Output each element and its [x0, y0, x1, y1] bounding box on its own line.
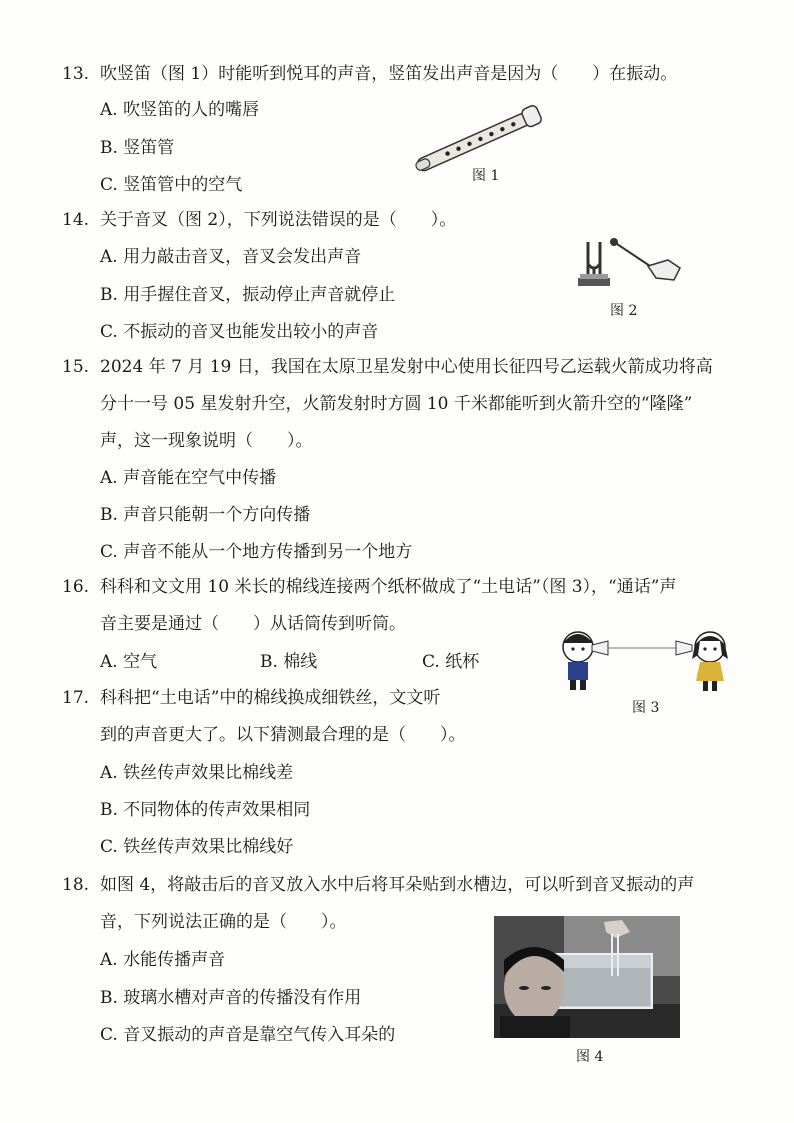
question-18-line-1 [62, 873, 694, 897]
question-17-option-b: B. 不同物体的传声效果相同 [100, 800, 311, 820]
question-17-line-1 [62, 686, 440, 710]
water-tank-photo-icon [494, 916, 680, 1038]
question-18-option-a: A. 水能传播声音 [100, 950, 226, 970]
question-17-line-2: 到的声音更大了。以下猜测最合理的是（ ）。 [100, 725, 466, 745]
question-15-option-b: B. 声音只能朝一个方向传播 [100, 505, 311, 525]
question-15-line-2: 分十一号 05 星发射升空，火箭发射时方圆 10 千米都能听到火箭升空的“隆隆” [100, 394, 693, 414]
question-14-option-c: C. 不振动的音叉也能发出较小的声音 [100, 322, 379, 342]
question-text: 吹竖笛（图 1）时能听到悦耳的声音，竖笛发出声音是因为（ ）在振动。 [100, 64, 678, 84]
question-14-option-b: B. 用手握住音叉，振动停止声音就停止 [100, 285, 396, 305]
question-16-option-c: C. 纸杯 [422, 652, 480, 672]
question-text: 如图 4，将敲击后的音叉放入水中后将耳朵贴到水槽边，可以听到音叉振动的声 [100, 875, 695, 895]
question-16-option-a: A. 空气 [100, 652, 158, 672]
question-14-option-a: A. 用力敲击音叉，音叉会发出声音 [100, 247, 362, 267]
question-text: 2024 年 7 月 19 日，我国在太原卫星发射中心使用长征四号乙运载火箭成功将高 [100, 357, 713, 377]
question-text: 科科把“土电话”中的棉线换成细铁丝，文文听 [100, 688, 441, 708]
string-telephone-icon [550, 625, 750, 695]
question-16-options [100, 650, 479, 674]
question-15-option-c: C. 声音不能从一个地方传播到另一个地方 [100, 542, 413, 562]
question-17-option-a: A. 铁丝传声效果比棉线差 [100, 763, 294, 783]
question-13-option-a: A. 吹竖笛的人的嘴唇 [100, 100, 260, 120]
figure-2-caption: 图 2 [610, 303, 638, 319]
figure-1-caption: 图 1 [472, 168, 500, 184]
question-13-option-c: C. 竖笛管中的空气 [100, 175, 243, 195]
question-number: 13. [62, 64, 90, 84]
question-number: 18. [62, 875, 90, 895]
question-text: 科科和文文用 10 米长的棉线连接两个纸杯做成了“土电话”（图 3），“通话”声 [100, 577, 677, 597]
tuning-fork-icon [576, 232, 686, 294]
question-18-option-b: B. 玻璃水槽对声音的传播没有作用 [100, 988, 362, 1008]
question-15-line-1 [62, 355, 713, 379]
question-number: 14. [62, 210, 90, 230]
question-number: 16. [62, 577, 90, 597]
question-16-line-1 [62, 575, 676, 599]
question-16-line-2: 音主要是通过（ ）从话筒传到听筒。 [100, 614, 406, 634]
question-15-option-a: A. 声音能在空气中传播 [100, 468, 277, 488]
question-text: 关于音叉（图 2），下列说法错误的是（ ）。 [100, 210, 457, 230]
question-14-line-1 [62, 208, 456, 232]
question-17-option-c: C. 铁丝传声效果比棉线好 [100, 837, 294, 857]
figure-4-caption: 图 4 [576, 1049, 604, 1065]
question-18-option-c: C. 音叉振动的声音是靠空气传入耳朵的 [100, 1025, 396, 1045]
figure-3-caption: 图 3 [632, 700, 660, 716]
question-number: 15. [62, 357, 90, 377]
question-13-option-b: B. 竖笛管 [100, 138, 175, 158]
question-16-option-b: B. 棉线 [260, 652, 318, 672]
question-number: 17. [62, 688, 90, 708]
question-15-line-3: 声，这一现象说明（ ）。 [100, 431, 313, 451]
question-18-line-2: 音，下列说法正确的是（ ）。 [100, 912, 347, 932]
question-13-line-1 [62, 62, 677, 86]
